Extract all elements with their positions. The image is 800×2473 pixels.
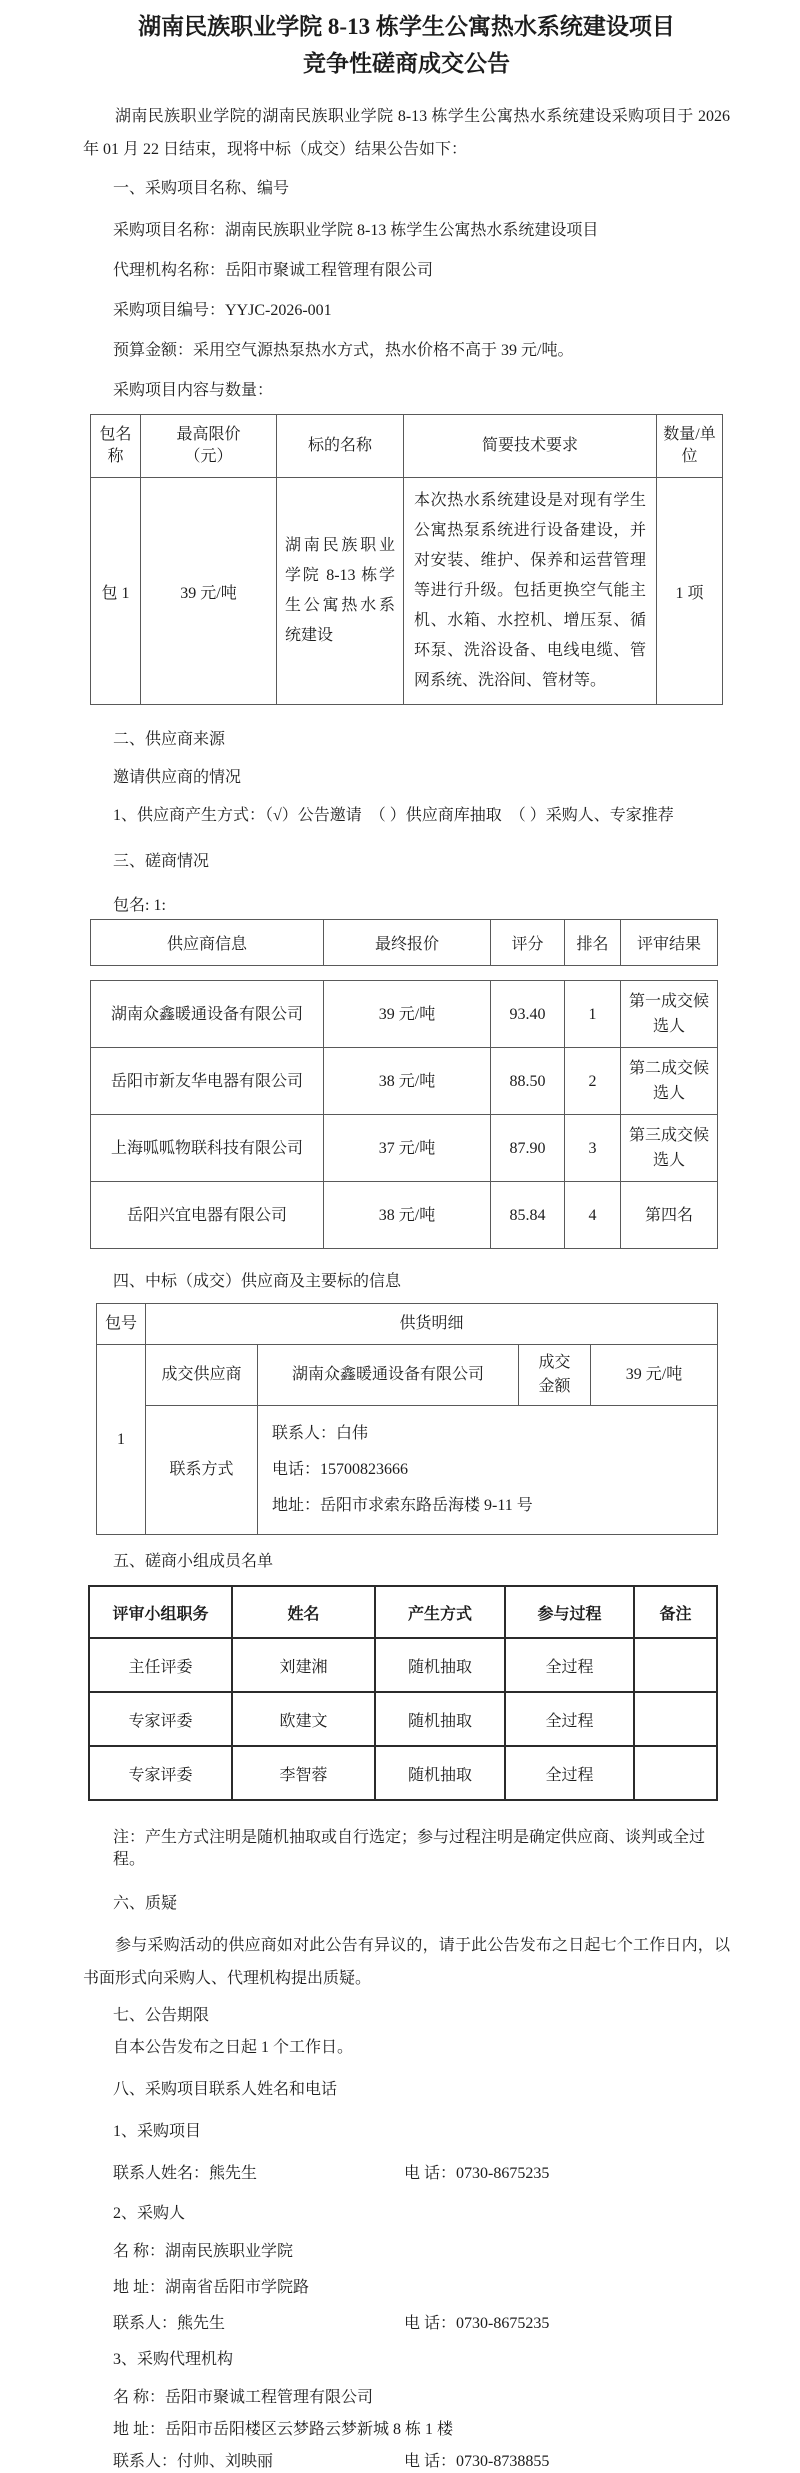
section-6-heading: 六、质疑 [113, 1895, 178, 1912]
cell-score: 93.40 [491, 981, 565, 1048]
cell-method: 随机抽取 [375, 1692, 505, 1746]
table-row [89, 1638, 717, 1692]
table-header-row [89, 1586, 717, 1638]
cell-rank: 2 [565, 1048, 621, 1115]
cell-score: 87.90 [491, 1115, 565, 1182]
header-max-price-line2: （元） [184, 448, 233, 465]
sub2-contact-name: 联系人：熊先生 [113, 2315, 226, 2332]
cell-method: 随机抽取 [375, 1638, 505, 1692]
cell-target-name: 湖南民族职业学院 8-13 栋学生公寓热水系统建设 [277, 478, 404, 705]
header-package: 包名称 [91, 415, 141, 478]
cell-rank: 3 [565, 1115, 621, 1182]
cell-supplier: 岳阳兴宜电器有限公司 [91, 1182, 324, 1249]
section-8-heading: 八、采购项目联系人姓名和电话 [113, 2081, 338, 2098]
sub3-contact-line [113, 2451, 730, 2473]
negotiation-table-header [90, 919, 718, 966]
table-header-row [91, 415, 723, 478]
supplier-method-line: 1、供应商产生方式：（√）公告邀请 （ ）供应商库抽取 （ ）采购人、专家推荐 [113, 807, 674, 824]
procurement-content-table [90, 414, 723, 705]
cell-price: 38 元/吨 [324, 1048, 491, 1115]
cell-remark [634, 1692, 717, 1746]
sub3-contact-phone: 电 话：0730-8738855 [404, 2453, 550, 2470]
cell-amount-label-line1: 成交 [538, 1354, 571, 1371]
table-header-row [91, 920, 718, 966]
announcement-period-line: 自本公告发布之日起 1 个工作日。 [113, 2039, 354, 2056]
winner-contact-phone: 电话：15700823666 [272, 1461, 409, 1478]
winner-contact-address: 地址：岳阳市求索东路岳海楼 9-11 号 [272, 1497, 533, 1514]
cell-price: 39 元/吨 [324, 981, 491, 1048]
table-row [91, 1182, 718, 1249]
cell-remark [634, 1638, 717, 1692]
header-panel-method: 产生方式 [375, 1586, 505, 1638]
cell-process: 全过程 [505, 1746, 634, 1800]
cell-contact-label: 联系方式 [146, 1406, 258, 1535]
cell-price: 38 元/吨 [324, 1182, 491, 1249]
cell-role: 专家评委 [89, 1692, 232, 1746]
cell-result: 第四名 [621, 1182, 718, 1249]
header-supply-detail: 供货明细 [146, 1304, 718, 1345]
winner-contact-person: 联系人：白伟 [272, 1425, 369, 1442]
table-row [91, 1115, 718, 1182]
page-title [83, 8, 730, 82]
cell-package: 包 1 [91, 478, 141, 705]
table-row [89, 1692, 717, 1746]
sub2-contact-phone: 电 话：0730-8675235 [404, 2315, 550, 2332]
purchaser-address-line: 地 址：湖南省岳阳市学院路 [113, 2279, 310, 2296]
section-4-heading: 四、中标（成交）供应商及主要标的信息 [113, 1273, 402, 1290]
header-panel-name: 姓名 [232, 1586, 375, 1638]
agency-name-line: 代理机构名称：岳阳市聚诚工程管理有限公司 [113, 262, 434, 279]
project-number-line: 采购项目编号：YYJC-2026-001 [113, 302, 332, 319]
cell-remark [634, 1746, 717, 1800]
cell-method: 随机抽取 [375, 1746, 505, 1800]
header-quantity-unit: 数量/单位 [657, 415, 723, 478]
cell-max-price: 39 元/吨 [141, 478, 277, 705]
section-2-heading: 二、供应商来源 [113, 731, 226, 748]
winner-info-table [96, 1303, 718, 1535]
agency-address-line: 地 址：岳阳市岳阳楼区云梦路云梦新城 8 栋 1 楼 [113, 2421, 454, 2438]
cell-process: 全过程 [505, 1692, 634, 1746]
page-title-line1: 湖南民族职业学院 8-13 栋学生公寓热水系统建设项目 [138, 14, 675, 39]
cell-score: 88.50 [491, 1048, 565, 1115]
header-tech-requirements: 简要技术要求 [404, 415, 657, 478]
review-panel-table [88, 1585, 718, 1801]
sub1-contact-phone: 电 话：0730-8675235 [404, 2165, 550, 2182]
section-1-heading: 一、采购项目名称、编号 [113, 180, 290, 197]
intro-paragraph: 湖南民族职业学院的湖南民族职业学院 8-13 栋学生公寓热水系统建设采购项目于 2026 年 01 月 22 日结束，现将中标（成交）结果公告如下： [83, 108, 730, 158]
header-panel-role: 评审小组职务 [89, 1586, 232, 1638]
sub3-contact-name: 联系人：付帅、刘映丽 [113, 2453, 274, 2470]
header-max-price-line1: 最高限价 [176, 426, 241, 443]
header-final-price: 最终报价 [324, 920, 491, 966]
cell-role: 专家评委 [89, 1746, 232, 1800]
cell-package-no: 1 [97, 1345, 146, 1535]
cell-amount-label-line2: 金额 [538, 1378, 571, 1395]
table-row [91, 981, 718, 1048]
cell-winner-label: 成交供应商 [146, 1345, 258, 1406]
header-panel-remark: 备注 [634, 1586, 717, 1638]
header-review-result: 评审结果 [621, 920, 718, 966]
cell-rank: 1 [565, 981, 621, 1048]
cell-tech-requirements: 本次热水系统建设是对现有学生公寓热泵系统进行设备建设，并对安装、维护、保养和运营管理等进行升级。包括更换空气能主机、水箱、水控机、增压泵、循环泵、洗浴设备、电线电缆、管网系统、洗浴间、管材等。 [404, 478, 657, 705]
header-rank: 排名 [565, 920, 621, 966]
table-row [91, 478, 723, 705]
content-quantity-label: 采购项目内容与数量： [113, 382, 274, 399]
budget-line: 预算金额：采用空气源热泵热水方式，热水价格不高于 39 元/吨。 [113, 342, 574, 359]
sub1-contact-name: 联系人姓名：熊先生 [113, 2165, 258, 2182]
cell-process: 全过程 [505, 1638, 634, 1692]
table-row [97, 1406, 718, 1535]
sub1-label: 1、采购项目 [113, 2123, 202, 2140]
table-row [89, 1746, 717, 1800]
header-supplier-info: 供应商信息 [91, 920, 324, 966]
table-row [91, 1048, 718, 1115]
table-row [97, 1345, 718, 1406]
sub2-label: 2、采购人 [113, 2205, 186, 2222]
cell-supplier: 岳阳市新友华电器有限公司 [91, 1048, 324, 1115]
cell-price: 37 元/吨 [324, 1115, 491, 1182]
header-package-no: 包号 [97, 1304, 146, 1345]
header-panel-process: 参与过程 [505, 1586, 634, 1638]
cell-supplier: 湖南众鑫暖通设备有限公司 [91, 981, 324, 1048]
cell-role: 主任评委 [89, 1638, 232, 1692]
cell-supplier: 上海呱呱物联科技有限公司 [91, 1115, 324, 1182]
cell-winner-name: 湖南众鑫暖通设备有限公司 [258, 1345, 519, 1406]
cell-name: 刘建湘 [232, 1638, 375, 1692]
sub1-contact-line [113, 2163, 730, 2185]
purchaser-name-line: 名 称：湖南民族职业学院 [113, 2243, 294, 2260]
cell-rank: 4 [565, 1182, 621, 1249]
agency-name-line2: 名 称：岳阳市聚诚工程管理有限公司 [113, 2389, 374, 2406]
page-title-line2: 竞争性磋商成交公告 [303, 51, 510, 76]
section-7-heading: 七、公告期限 [113, 2007, 210, 2024]
cell-result: 第三成交候选人 [621, 1115, 718, 1182]
sub2-contact-line [113, 2313, 730, 2335]
package-label: 包名: 1: [113, 897, 166, 914]
cell-name: 李智蓉 [232, 1746, 375, 1800]
header-target-name: 标的名称 [277, 415, 404, 478]
cell-amount: 39 元/吨 [591, 1345, 718, 1406]
section-5-heading: 五、磋商小组成员名单 [113, 1553, 274, 1570]
negotiation-table-body [90, 980, 718, 1249]
project-name-line: 采购项目名称：湖南民族职业学院 8-13 栋学生公寓热水系统建设项目 [113, 222, 599, 239]
panel-note: 注：产生方式注明是随机抽取或自行选定；参与过程注明是确定供应商、谈判或全过程。 [113, 1829, 706, 1868]
cell-amount-label [519, 1345, 591, 1406]
invite-suppliers-line: 邀请供应商的情况 [113, 769, 242, 786]
objection-paragraph: 参与采购活动的供应商如对此公告有异议的，请于此公告发布之日起七个工作日内，以书面形式向采购人、代理机构提出质疑。 [83, 1937, 730, 1987]
cell-contact-detail [258, 1406, 718, 1535]
cell-result: 第二成交候选人 [621, 1048, 718, 1115]
table-header-row [97, 1304, 718, 1345]
cell-quantity: 1 项 [657, 478, 723, 705]
cell-score: 85.84 [491, 1182, 565, 1249]
cell-result: 第一成交候选人 [621, 981, 718, 1048]
section-3-heading: 三、磋商情况 [113, 853, 210, 870]
cell-name: 欧建文 [232, 1692, 375, 1746]
header-max-price [141, 415, 277, 478]
sub3-label: 3、采购代理机构 [113, 2351, 234, 2368]
header-score: 评分 [491, 920, 565, 966]
